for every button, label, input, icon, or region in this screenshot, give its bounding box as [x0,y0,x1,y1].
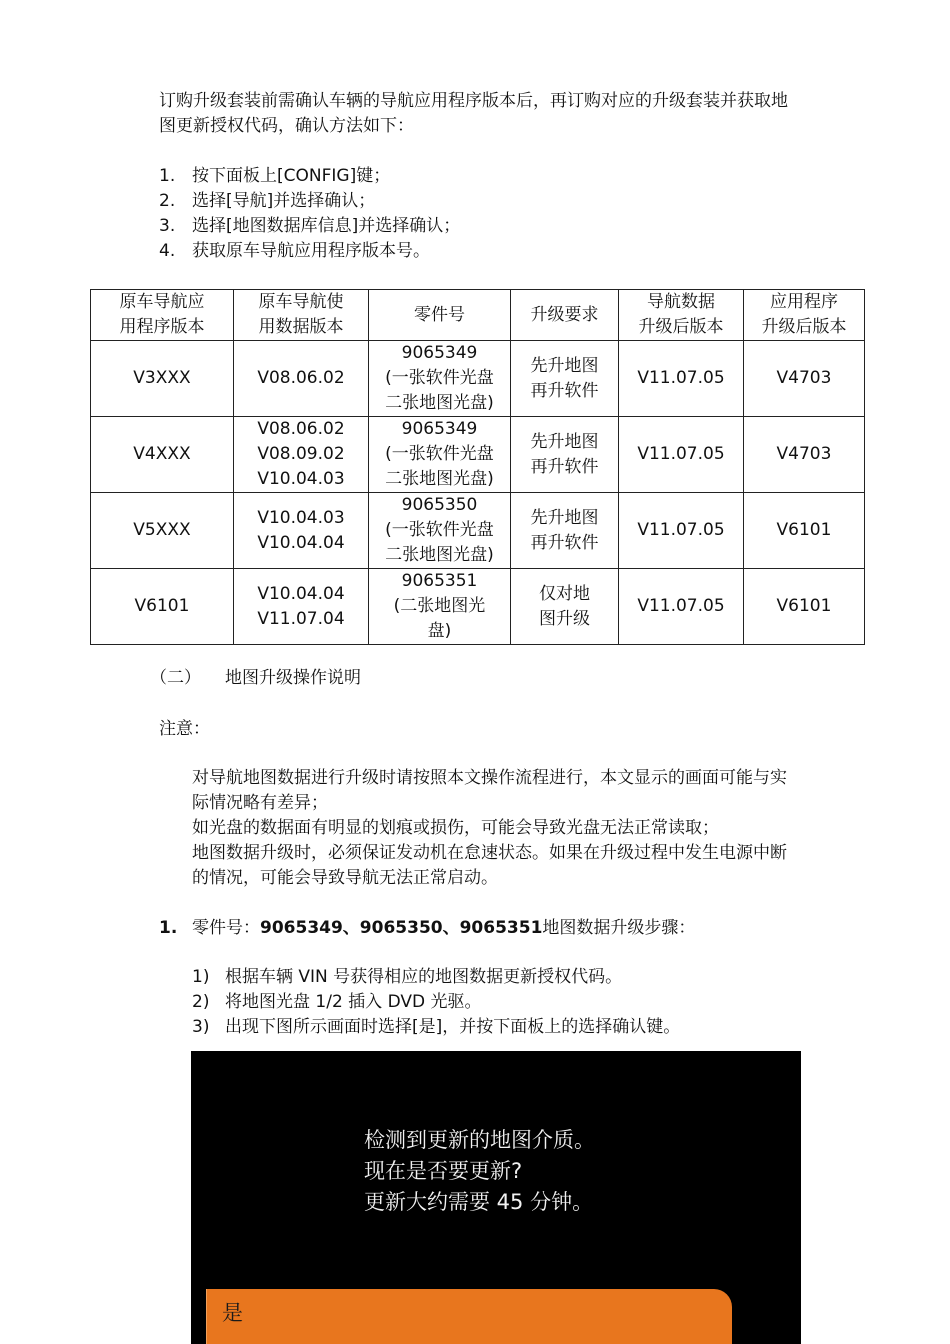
header-cell: 原车导航使 用数据版本 [234,290,369,341]
table-cell: 先升地图 再升软件 [511,341,619,417]
yes-option-label: 是 [222,1301,243,1325]
heading-prefix: 零件号： [192,918,260,938]
section-number: （二） [150,668,201,688]
table-row [91,341,865,417]
table-cell: V08.06.02 [234,341,369,417]
heading-part-numbers: 9065349、9065350、9065351 [260,918,543,938]
substep-text: 将地图光盘 1/2 插入 DVD 光驱。 [225,992,482,1012]
step-number: 4. [159,241,176,261]
notice-line: 对导航地图数据进行升级时请按照本文操作流程进行，本文显示的画面可能与实 [192,768,787,788]
table-cell: V08.06.02 V08.09.02 V10.04.03 [234,417,369,493]
header-cell: 应用程序 升级后版本 [744,290,865,341]
table-row [91,569,865,645]
table-cell: 仅对地 图升级 [511,569,619,645]
table-cell: V11.07.05 [619,417,744,493]
heading-suffix: 地图数据升级步骤： [542,918,696,938]
table-cell: V11.07.05 [619,493,744,569]
step-text: 选择[地图数据库信息]并选择确认； [192,216,461,236]
table-cell: 9065349 (一张软件光盘 二张地图光盘) [369,341,511,417]
table-cell: V10.04.03 V10.04.04 [234,493,369,569]
step-text: 获取原车导航应用程序版本号。 [192,241,430,261]
substep-number: 1) [192,967,210,987]
table-cell: V6101 [91,569,234,645]
notice-line: 际情况略有差异； [192,793,328,813]
table-row [91,417,865,493]
nav-update-screen [191,1051,801,1344]
table-cell: V4703 [744,417,865,493]
table-cell: V11.07.05 [619,341,744,417]
step-text: 选择[导航]并选择确认； [192,191,376,211]
header-cell: 原车导航应 用程序版本 [91,290,234,341]
header-cell: 零件号 [369,290,511,341]
table-cell: V10.04.04 V11.07.04 [234,569,369,645]
table-cell: 9065351 (二张地图光 盘) [369,569,511,645]
substep-text: 出现下图所示画面时选择[是]，并按下面板上的选择确认键。 [225,1017,681,1037]
step-number: 2. [159,191,176,211]
table-cell: 先升地图 再升软件 [511,417,619,493]
substep-number: 2) [192,992,210,1012]
table-cell: V4XXX [91,417,234,493]
part-number-heading [192,916,695,941]
table-cell: V4703 [744,341,865,417]
intro-line-2: 图更新授权代码，确认方法如下： [159,116,414,136]
update-prompt-message: 检测到更新的地图介质。 现在是否要更新? 更新大约需要 45 分钟。 [364,1128,595,1214]
step-number: 1. [159,166,176,186]
table-cell: 9065350 (一张软件光盘 二张地图光盘) [369,493,511,569]
table-header-row [91,290,865,341]
intro-line-1: 订购升级套装前需确认车辆的导航应用程序版本后，再订购对应的升级套装并获取地 [159,91,788,111]
table-cell: V6101 [744,569,865,645]
step-text: 按下面板上[CONFIG]键； [192,166,391,186]
substep-text: 根据车辆 VIN 号获得相应的地图数据更新授权代码。 [225,967,623,987]
table-cell: 9065349 (一张软件光盘 二张地图光盘) [369,417,511,493]
section-title: 地图升级操作说明 [225,668,361,688]
button-highlight-edge [206,1289,207,1344]
yes-option-button[interactable] [206,1289,732,1344]
notice-line: 如光盘的数据面有明显的划痕或损伤，可能会导致光盘无法正常读取； [192,818,719,838]
notice-line: 的情况，可能会导致导航无法正常启动。 [192,868,498,888]
table-cell: 先升地图 再升软件 [511,493,619,569]
table-cell: V3XXX [91,341,234,417]
table-cell: V6101 [744,493,865,569]
notice-line: 地图数据升级时，必须保证发动机在怠速状态。如果在升级过程中发生电源中断 [192,843,787,863]
step-number: 3. [159,216,176,236]
table-row [91,493,865,569]
header-cell: 导航数据 升级后版本 [619,290,744,341]
substep-number: 3) [192,1017,210,1037]
upgrade-version-table [90,289,865,645]
header-cell: 升级要求 [511,290,619,341]
table-cell: V5XXX [91,493,234,569]
table-cell: V11.07.05 [619,569,744,645]
notice-label: 注意： [159,719,210,739]
heading-number: 1. [159,918,178,938]
